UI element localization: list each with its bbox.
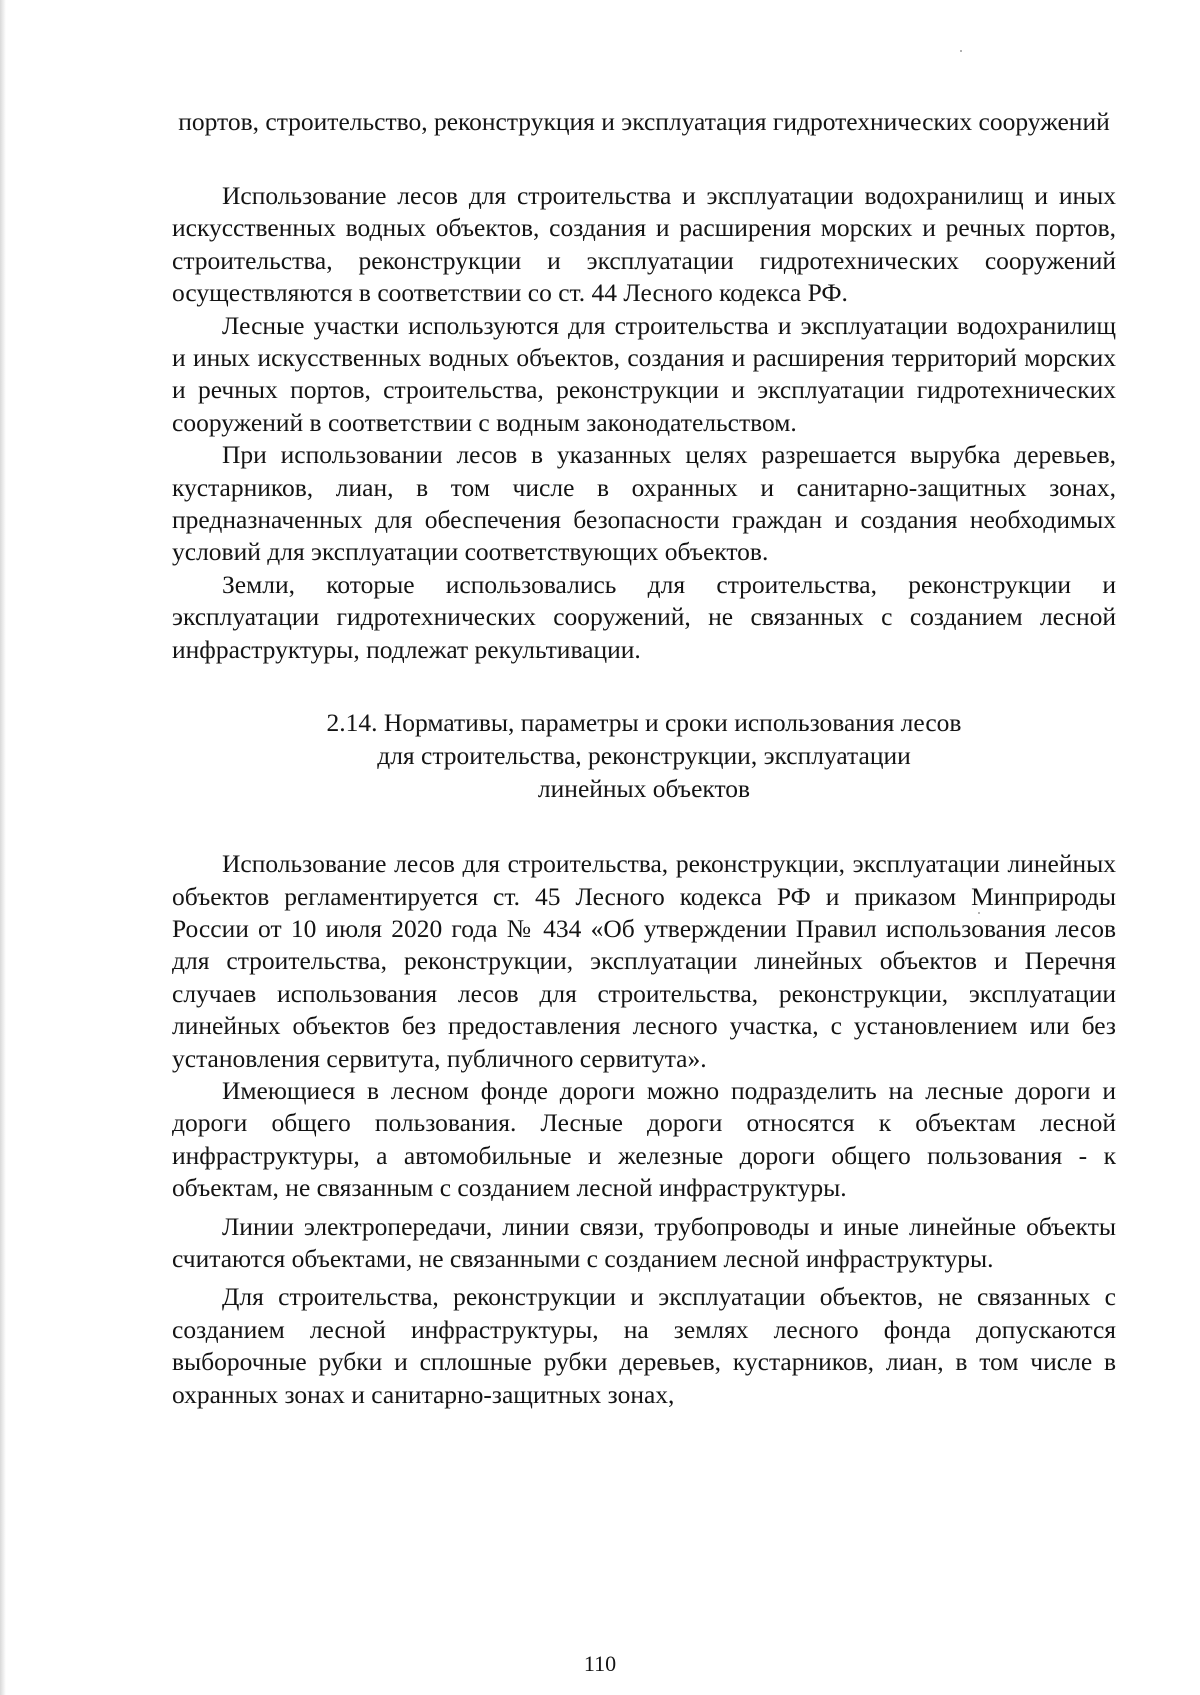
page-number: 110 [583,1651,617,1676]
paragraph: Земли, которые использовались для строительства, реконструкции и эксплуатации гидротехнических сооружений, не связанных с созданием лесной инфраструктуры, подлежат рекультивации. [172,569,1116,664]
scan-speck [960,50,962,52]
paragraph: Использование лесов для строительства, реконструкции, эксплуатации линейных объектов регламентируется ст. 45 Лесного кодекса РФ и приказом Минприроды России от 10 июля 2020 года № 434 «Об утверждении Правил использования лесов для строительства, реконструкции, эксплуатации линейных объектов и Перечня случаев использования лесов для строительства, реконструкции, эксплуатации линейных объектов без предоставления лесного участка, с установлением или без установления сервитута, публичного сервитута». [172,849,1116,1073]
paragraph: Для строительства, реконструкции и эксплуатации объектов, не связанных с созданием лесной инфраструктуры, на землях лесного фонда допускаются выборочные рубки и сплошные рубки деревьев, кустарников, лиан, в том числе в охранных зонах и санитарно-защитных зонах, [172,1282,1116,1409]
scan-edge-shadow [0,0,6,1695]
section-heading-line: для строительства, реконструкции, эксплуатации [377,741,911,771]
paragraph: Имеющиеся в лесном фонде дороги можно подразделить на лесные дороги и дороги общего пользования. Лесные дороги относятся к объектам лесной инфраструктуры, а автомобильные и железные дороги общего пользования - к объектам, не связанным с созданием лесной инфраструктуры. [172,1075,1116,1203]
paragraph: Лесные участки используются для строительства и эксплуатации водохранилищ и иных искусственных водных объектов, создания и расширения территорий морских и речных портов, строительства, реконструкции и эксплуатации гидротехнических сооружений в соответствии с водным законодательством. [172,310,1116,437]
paragraph: Линии электропередачи, линии связи, трубопроводы и иные линейные объекты считаются объектами, не связанными с созданием лесной инфраструктуры. [172,1211,1116,1273]
section-heading-line: 2.14. Нормативы, параметры и сроки использования лесов [326,708,962,738]
section-heading-line: линейных объектов [537,774,751,804]
continued-heading: портов, строительство, реконструкция и эксплуатация гидротехнических сооружений [178,107,1110,136]
section-heading [172,706,1116,805]
paragraph: При использовании лесов в указанных целях разрешается вырубка деревьев, кустарников, лиан, в том числе в охранных и санитарно-защитных зонах, предназначенных для обеспечения безопасности граждан и создания необходимых условий для эксплуатации соответствующих объектов. [172,440,1116,567]
document-body [172,105,1116,1411]
paragraph: Использование лесов для строительства и эксплуатации водохранилищ и иных искусственных водных объектов, создания и расширения морских и речных портов, строительства, реконструкции и эксплуатации гидротехнических сооружений осуществляются в соответствии со ст. 44 Лесного кодекса РФ. [172,181,1116,308]
